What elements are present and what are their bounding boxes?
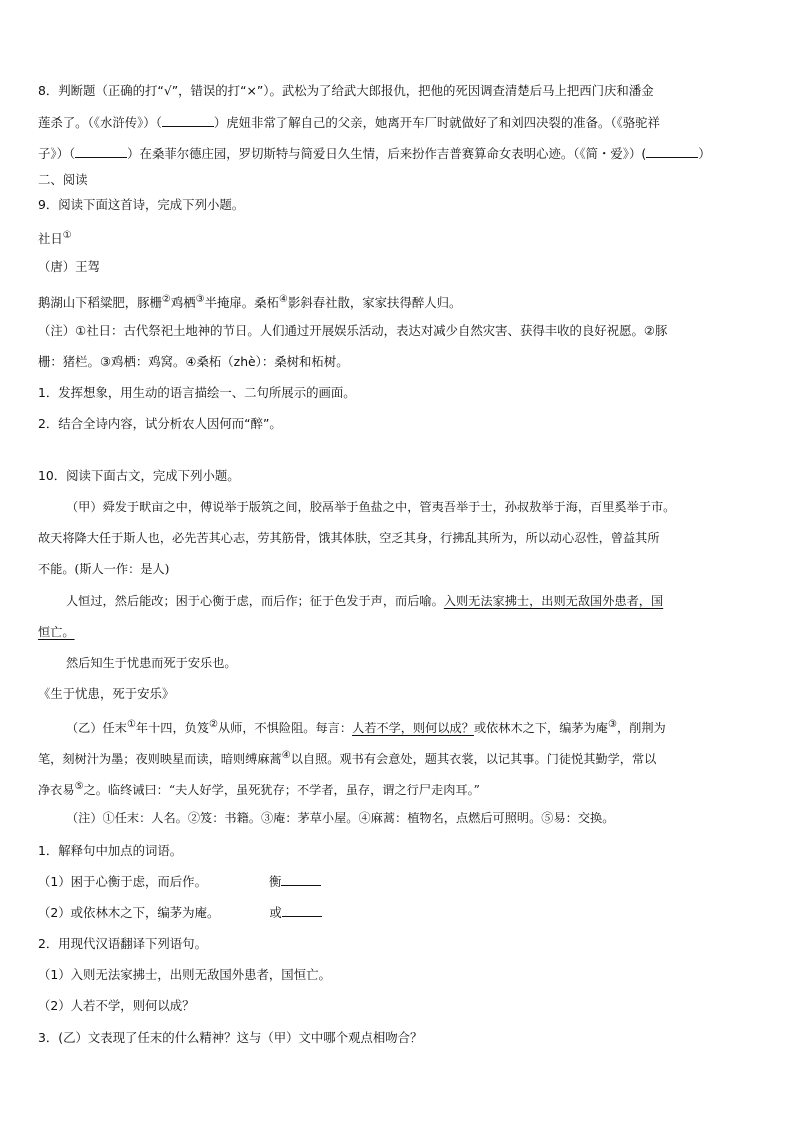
- answer-blank-luotuo[interactable]: [75, 145, 127, 158]
- section-heading-reading: 二、阅读: [38, 172, 88, 187]
- item-text: （2）或依林木之下，编茅为庵。: [38, 905, 220, 920]
- footnote-mark: ③: [195, 294, 205, 305]
- passage-jia-line-5: [38, 623, 760, 641]
- footnote-mark: ①: [126, 719, 136, 730]
- poem-note-line-2: 栅：猪栏。③鸡栖：鸡窝。④桑柘（zhè）：桑树和柘树。: [38, 354, 349, 369]
- answer-blank-shuihu[interactable]: [162, 114, 214, 127]
- passage-jia-line-1: （甲）舜发于畎亩之中，傅说举于版筑之间，胶鬲举于鱼盐之中，管夷吾举于士，孙叔敖举于海，百里奚举于市。: [66, 500, 676, 514]
- passage-jia-line-2: 故天将降大任于斯人也，必先苦其心志，劳其筋骨，饿其体肤，空乏其身，行拂乱其所为，所以动心忍性，曾益其所: [38, 531, 660, 545]
- underlined-sentence: 恒亡。: [38, 625, 75, 639]
- footnote-mark: ②: [209, 719, 218, 730]
- q10-subquestion-1: 1．解释句中加点的词语。: [38, 843, 183, 858]
- answer-blank-heng[interactable]: [281, 873, 321, 886]
- passage-text: 人恒过，然后能改；困于心衡于虑，而后作；征于色发于声，而后喻。: [66, 594, 444, 608]
- passage-yi-line-2: [38, 747, 760, 768]
- poem-text: [38, 291, 760, 312]
- passage-text: ，削荆为: [616, 721, 666, 736]
- footnote-mark: ③: [608, 719, 617, 730]
- underlined-sentence: 入则无法家拂士，出则无敌国外患者，国: [443, 594, 664, 608]
- q10-subquestion-2: 2．用现代汉语翻译下列语句。: [38, 936, 207, 951]
- poem-segment: 影斜春社散，家家扶得醉人归。: [287, 295, 462, 311]
- passage-text: 之。临终诫曰：“夫人好学，虽死犹存；不学者，虽存，谓之行尸走肉耳。”: [83, 783, 480, 798]
- q10-subquestion-3: 3．(乙）文表现了任末的什么精神？这与（甲）文中哪个观点相吻合？: [38, 1030, 423, 1045]
- q10-item-2-1: （1）入则无法家拂士，出则无敌国外患者，国恒亡。: [38, 967, 331, 982]
- q9-subquestion-2: 2．结合全诗内容，试分析农人因何而“醉”。: [38, 416, 282, 431]
- footnote-mark: ②: [161, 294, 171, 305]
- footnote-mark: ④: [281, 750, 291, 761]
- passage-text: （乙）任末: [66, 721, 127, 736]
- passage-yi-note: （注）①任末：人名。②笈：书籍。③庵：茅草小屋。④麻蒿：植物名，点燃后可照明。⑤易：交换。: [66, 811, 615, 825]
- poem-segment: 鹅湖山下稻粱肥，豚栅: [38, 295, 162, 311]
- passage-source: 《生于忧患，死于安乐》: [38, 686, 175, 701]
- item-text: （1）困于心衡于虑，而后作。: [38, 874, 207, 889]
- q8-line-3: [38, 145, 760, 163]
- passage-text: 年十四，负笈: [135, 721, 210, 736]
- passage-jia-line-4: [66, 592, 760, 610]
- answer-blank-huo[interactable]: [282, 904, 322, 917]
- poem-segment: 鸡栖: [170, 295, 196, 311]
- q10-item-1-1: [38, 873, 760, 891]
- poem-title: [38, 227, 760, 248]
- answer-blank-jianai[interactable]: [646, 145, 698, 158]
- passage-text: 净衣易: [38, 783, 75, 798]
- poem-author: （唐）王驾: [38, 259, 100, 274]
- q10-item-2-2: （2）人若不学，则何以成？: [38, 998, 195, 1013]
- passage-jia-line-6: 然后知生于忧患而死于安乐也。: [66, 656, 237, 670]
- q9-prompt: 9．阅读下面这首诗，完成下列小题。: [38, 197, 245, 212]
- passage-yi-line-3: [38, 778, 760, 799]
- footnote-mark: ④: [278, 294, 288, 305]
- passage-yi-line-1: [66, 716, 760, 737]
- q9-subquestion-1: 1．发挥想象，用生动的语言描绘一、二句所展示的画面。: [38, 385, 356, 400]
- footnote-mark: ⑤: [74, 781, 84, 792]
- q8-text: ）: [698, 146, 711, 161]
- passage-text: 从师，不惧险阻。每言：: [218, 721, 353, 736]
- q8-text: ）虎妞非常了解自己的父亲，她离开车厂时就做好了和刘四决裂的准备。（《骆驼祥: [213, 115, 660, 130]
- q8-text: 莲杀了。（《水浒传》）（: [38, 115, 162, 130]
- passage-text: 以自照。观书有会意处，题其衣裳，以记其事。门徒悦其勤学，常以: [290, 752, 657, 767]
- target-word: 衡: [268, 874, 282, 889]
- footnote-mark: ①: [62, 230, 72, 241]
- q8-text: 子》）（: [38, 146, 76, 161]
- poem-title-text: 社日: [38, 231, 63, 247]
- q10-prompt: 10．阅读下面古文，完成下列小题。: [38, 468, 240, 483]
- q8-text: ）在桑菲尔德庄园，罗切斯特与简爱日久生情，后来扮作吉普赛算命女表明心迹。（《简・爱》）(: [127, 146, 647, 161]
- q8-line-2: [38, 114, 760, 132]
- target-word: 或: [269, 905, 282, 920]
- underlined-sentence: 人若不学，则何以成？: [352, 721, 474, 736]
- poem-note-line-1: （注）①社日：古代祭祀土地神的节日。人们通过开展娱乐活动，表达对减少自然灾害、获得丰收的良好祝愿。②豚: [38, 323, 668, 338]
- passage-text: 或依林木之下，编茅为庵: [473, 721, 608, 736]
- passage-text: 笔，刻树汁为墨；夜则映星而读，暗则缚麻蒿: [38, 752, 282, 767]
- q8-line-1: 8．判断题（正确的打“√”，错误的打“×”）。武松为了给武大郎报仇，把他的死因调查清楚后马上把西门庆和潘金: [38, 83, 654, 98]
- poem-segment: 半掩扉。桑柘: [204, 295, 279, 311]
- q10-item-1-2: [38, 904, 760, 922]
- passage-jia-line-3: 不能。(斯人一作：是人): [38, 562, 170, 576]
